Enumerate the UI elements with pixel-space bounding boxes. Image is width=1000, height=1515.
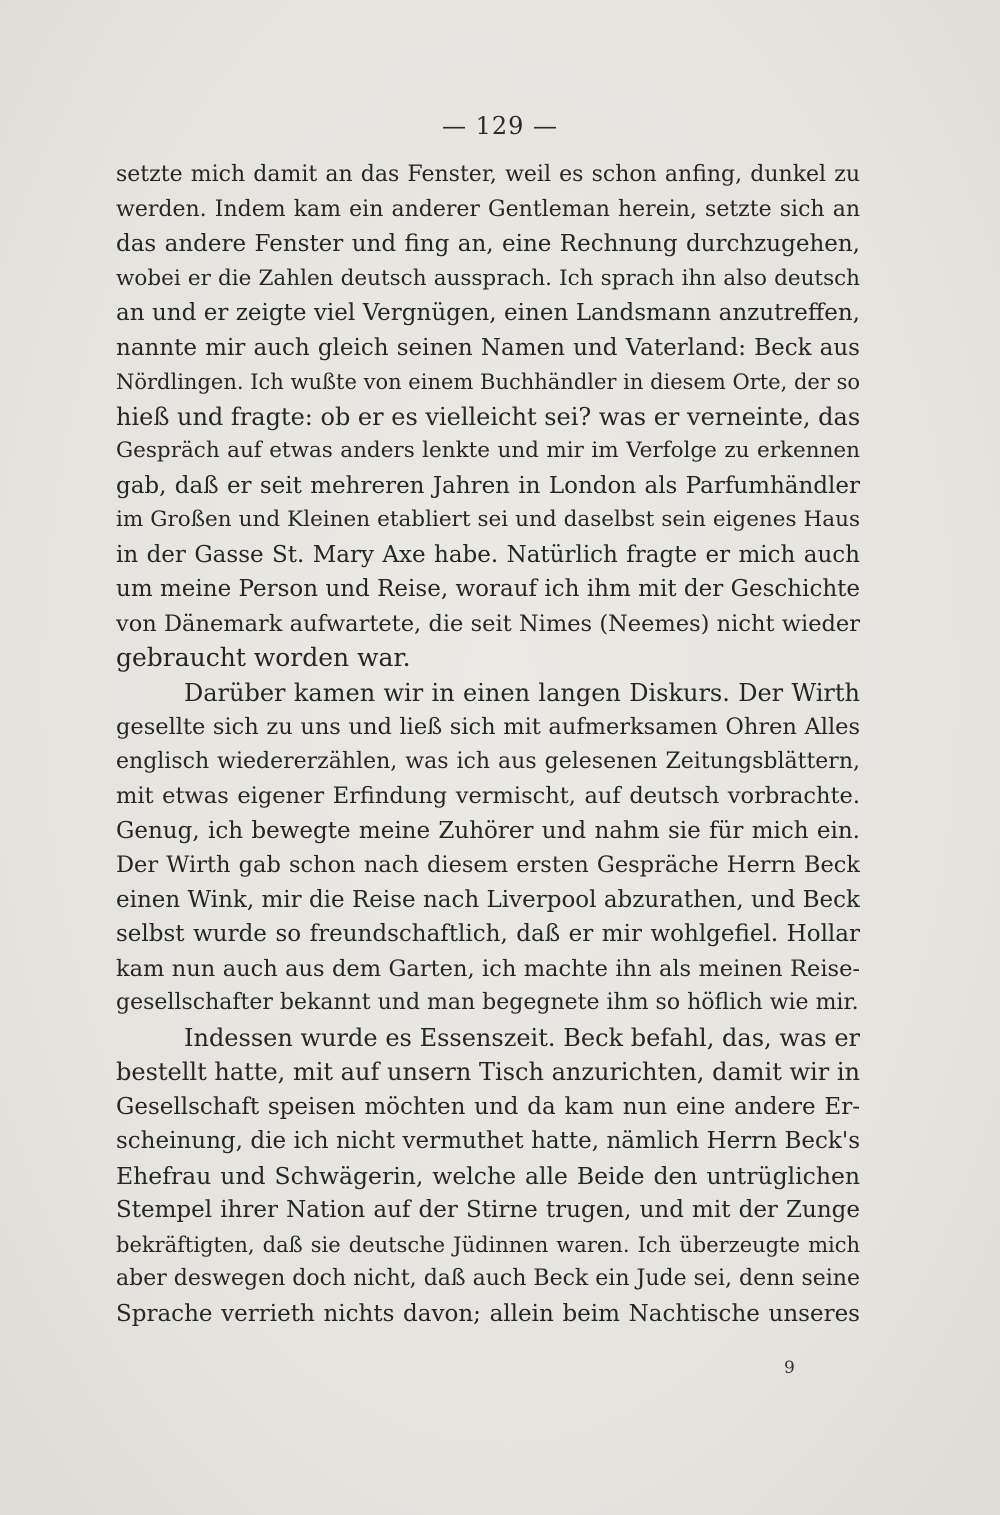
paragraph [116, 1021, 860, 1332]
text-line: werden. Indem kam ein anderer Gentleman herein, setzte sich an [116, 196, 860, 222]
text-line: gab, daß er seit mehreren Jahren in London als Parfumhändler [116, 472, 860, 499]
text-line: Nördlingen. Ich wußte von einem Buchhändler in diesem Orte, der so [116, 370, 860, 394]
paragraph [116, 158, 860, 676]
text-line: im Großen und Kleinen etabliert sei und daselbst sein eigenes Haus [116, 507, 860, 532]
text-line: aber deswegen doch nicht, daß auch Beck ein Jude sei, denn seine [116, 1266, 860, 1291]
text-line: scheinung, die ich nicht vermuthet hatte, nämlich Herrn Beck's [116, 1128, 860, 1154]
text-line: von Dänemark aufwartete, die seit Nimes (Neemes) nicht wieder [116, 610, 860, 637]
paragraph [116, 676, 860, 1021]
signature-mark: 9 [784, 1358, 795, 1378]
text-line: in der Gasse St. Mary Axe habe. Natürlich fragte er mich auch [116, 541, 860, 568]
text-line: Stempel ihrer Nation auf der Stirne trugen, und mit der Zunge [116, 1197, 860, 1223]
text-line: wobei er die Zahlen deutsch aussprach. Ich sprach ihn also deutsch [116, 265, 860, 291]
page-number-header: — 129 — [441, 112, 559, 140]
text-line: bestellt hatte, mit auf unsern Tisch anzurichten, damit wir in [116, 1058, 860, 1086]
text-line: hieß und fragte: ob er es vielleicht sei? was er verneinte, das [116, 402, 860, 431]
text-line: gesellte sich zu uns und ließ sich mit aufmerksamen Ohren Alles [116, 714, 860, 740]
text-line: Gespräch auf etwas anders lenkte und mir im Verfolge zu erkennen [116, 438, 860, 463]
text-line: mit etwas eigener Erfindung vermischt, auf deutsch vorbrachte. [116, 783, 860, 809]
text-line: das andere Fenster und fing an, eine Rechnung durchzugehen, [116, 231, 860, 257]
text-line: einen Wink, mir die Reise nach Liverpool abzurathen, und Beck [116, 886, 860, 913]
text-line: Ehefrau und Schwägerin, welche alle Beide den untrüglichen [116, 1161, 860, 1190]
text-line: Indessen wurde es Essenszeit. Beck befahl, das, was er [184, 1023, 860, 1052]
text-line: Gesellschaft speisen möchten und da kam nun eine andere Er- [116, 1093, 860, 1120]
text-line: an und er zeigte viel Vergnügen, einen Landsmann anzutreffen, [116, 300, 860, 326]
text-line: Sprache verrieth nichts davon; allein beim Nachtische unseres [116, 1300, 860, 1327]
text-line: Der Wirth gab schon nach diesem ersten Gespräche Herrn Beck [116, 852, 860, 878]
text-line: kam nun auch aus dem Garten, ich machte ihn als meinen Reise- [116, 955, 860, 982]
text-line: Darüber kamen wir in einen langen Diskurs. Der Wirth [184, 678, 860, 707]
text-line: setzte mich damit an das Fenster, weil es schon anfing, dunkel zu [116, 162, 860, 187]
text-line: gebraucht worden war. [116, 643, 411, 672]
text-line: selbst wurde so freundschaftlich, daß er mir wohlgefiel. Hollar [116, 921, 860, 947]
text-line: englisch wiedererzählen, was ich aus gelesenen Zeitungsblättern, [116, 748, 860, 774]
text-line: nannte mir auch gleich seinen Namen und Vaterland: Beck aus [116, 334, 860, 361]
text-line: gesellschafter bekannt und man begegnete ihm so höflich wie mir. [116, 990, 859, 1015]
text-line: bekräftigten, daß sie deutsche Jüdinnen waren. Ich überzeugte mich [116, 1232, 860, 1257]
body-text [116, 158, 860, 1331]
text-line: um meine Person und Reise, worauf ich ihm mit der Geschichte [116, 576, 860, 602]
text-line: Genug, ich bewegte meine Zuhörer und nahm sie für mich ein. [116, 817, 860, 844]
